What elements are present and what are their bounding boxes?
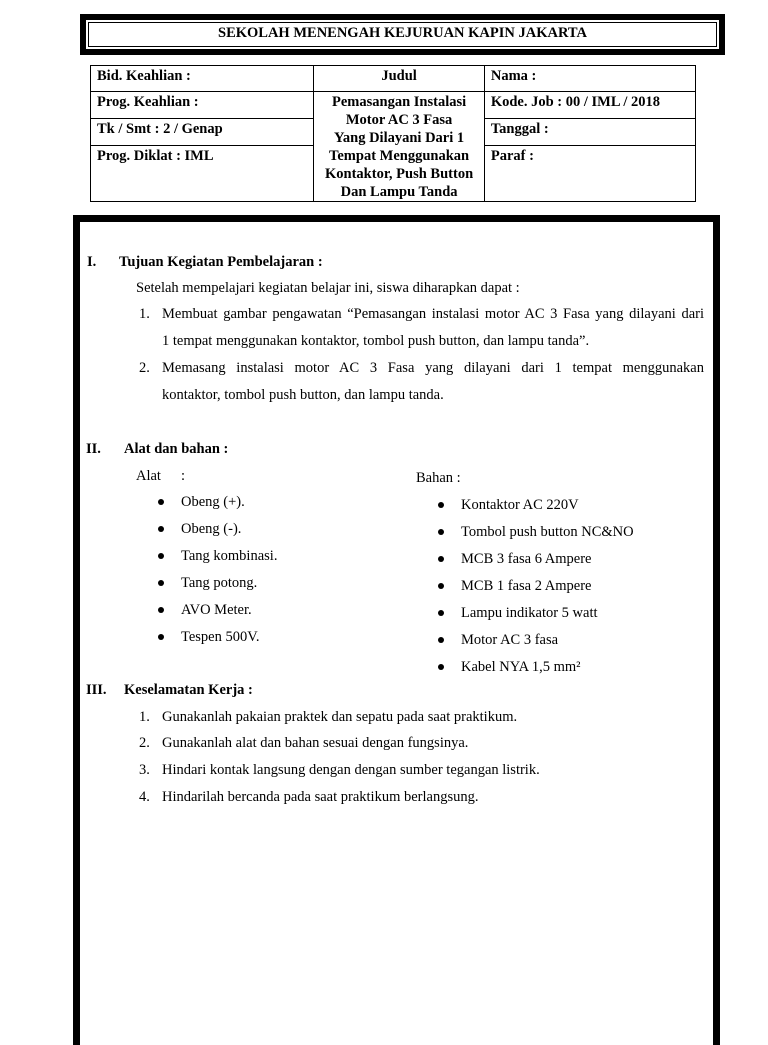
tanggal-cell: Tanggal : xyxy=(484,118,695,145)
safety-item: Hindari kontak langsung dengan dengan sumber tegangan listrik. xyxy=(162,762,540,778)
alat-item: Obeng (+). xyxy=(181,494,245,510)
section3-number: III. xyxy=(86,682,107,698)
bullet-icon xyxy=(158,526,164,532)
section3-title: Keselamatan Kerja : xyxy=(124,682,253,698)
judul-label-cell: Judul xyxy=(314,66,485,92)
judul-line: Motor AC 3 Fasa xyxy=(345,112,453,128)
kode-job-cell: Kode. Job : 00 / IML / 2018 xyxy=(484,92,695,119)
judul-line: Pemasangan Instalasi xyxy=(332,94,467,110)
alat-colon: : xyxy=(181,468,186,484)
header-table xyxy=(90,65,696,202)
judul-line: Tempat Menggunakan xyxy=(329,148,470,164)
safety-number: 3. xyxy=(139,762,150,778)
alat-item: AVO Meter. xyxy=(181,602,252,618)
prog-keahlian-cell: Prog. Keahlian : xyxy=(91,92,314,119)
bahan-label: Bahan : xyxy=(416,470,461,486)
safety-number: 4. xyxy=(139,789,150,805)
judul-line: Kontaktor, Push Button xyxy=(325,166,474,182)
bullet-icon xyxy=(438,556,444,562)
nama-cell: Nama : xyxy=(484,66,695,92)
objective-number: 2. xyxy=(139,360,150,376)
bid-keahlian-cell: Bid. Keahlian : xyxy=(91,66,314,92)
alat-item: Tespen 500V. xyxy=(181,629,260,645)
alat-item: Tang potong. xyxy=(181,575,258,591)
objective-line: Membuat gambar pengawatan “Pemasangan instalasi motor AC 3 Fasa yang dilayani dari xyxy=(162,306,704,322)
objective-number: 1. xyxy=(139,306,150,322)
tk-smt-cell: Tk / Smt : 2 / Genap xyxy=(91,118,314,145)
section1-number: I. xyxy=(87,254,97,270)
judul-title-cell xyxy=(314,92,485,202)
alat-item: Tang kombinasi. xyxy=(181,548,278,564)
bullet-icon xyxy=(158,553,164,559)
bahan-item: Lampu indikator 5 watt xyxy=(461,605,598,621)
bahan-item: Motor AC 3 fasa xyxy=(461,632,559,648)
bullet-icon xyxy=(158,499,164,505)
objective-line: 1 tempat menggunakan kontaktor, tombol push button, dan lampu tanda”. xyxy=(162,333,590,349)
bahan-item: Tombol push button NC&NO xyxy=(461,524,634,540)
judul-line: Yang Dilayani Dari 1 xyxy=(334,130,465,146)
safety-number: 1. xyxy=(139,709,150,725)
bullet-icon xyxy=(438,637,444,643)
bullet-icon xyxy=(438,664,444,670)
bullet-icon xyxy=(438,610,444,616)
alat-item: Obeng (-). xyxy=(181,521,242,537)
prog-diklat-cell: Prog. Diklat : IML xyxy=(91,145,314,201)
school-name: SEKOLAH MENENGAH KEJURUAN KAPIN JAKARTA xyxy=(88,22,717,47)
objective-line: kontaktor, tombol push button, dan lampu tanda. xyxy=(162,387,444,403)
safety-item: Gunakanlah pakaian praktek dan sepatu pada saat praktikum. xyxy=(162,709,518,725)
bahan-item: MCB 1 fasa 2 Ampere xyxy=(461,578,592,594)
section2-number: II. xyxy=(86,441,101,457)
bahan-item: MCB 3 fasa 6 Ampere xyxy=(461,551,592,567)
judul-line: Dan Lampu Tanda xyxy=(340,184,458,200)
section2-title: Alat dan bahan : xyxy=(124,441,229,457)
section1-title: Tujuan Kegiatan Pembelajaran : xyxy=(119,254,323,270)
bullet-icon xyxy=(438,502,444,508)
alat-label: Alat xyxy=(136,468,161,484)
objective-item-1 xyxy=(162,301,704,355)
paraf-cell: Paraf : xyxy=(484,145,695,201)
safety-item: Gunakanlah alat dan bahan sesuai dengan fungsinya. xyxy=(162,735,469,751)
bullet-icon xyxy=(158,580,164,586)
school-title-box xyxy=(80,14,725,55)
bahan-item: Kontaktor AC 220V xyxy=(461,497,579,513)
objective-line: Memasang instalasi motor AC 3 Fasa yang dilayani dari 1 tempat menggunakan xyxy=(162,360,704,376)
objective-item-2 xyxy=(162,355,704,409)
bullet-icon xyxy=(438,583,444,589)
bullet-icon xyxy=(158,607,164,613)
bahan-item: Kabel NYA 1,5 mm² xyxy=(461,659,581,675)
bullet-icon xyxy=(438,529,444,535)
safety-item: Hindarilah bercanda pada saat praktikum berlangsung. xyxy=(162,789,479,805)
section1-intro: Setelah mempelajari kegiatan belajar ini, siswa diharapkan dapat : xyxy=(136,280,520,296)
safety-number: 2. xyxy=(139,735,150,751)
bullet-icon xyxy=(158,634,164,640)
